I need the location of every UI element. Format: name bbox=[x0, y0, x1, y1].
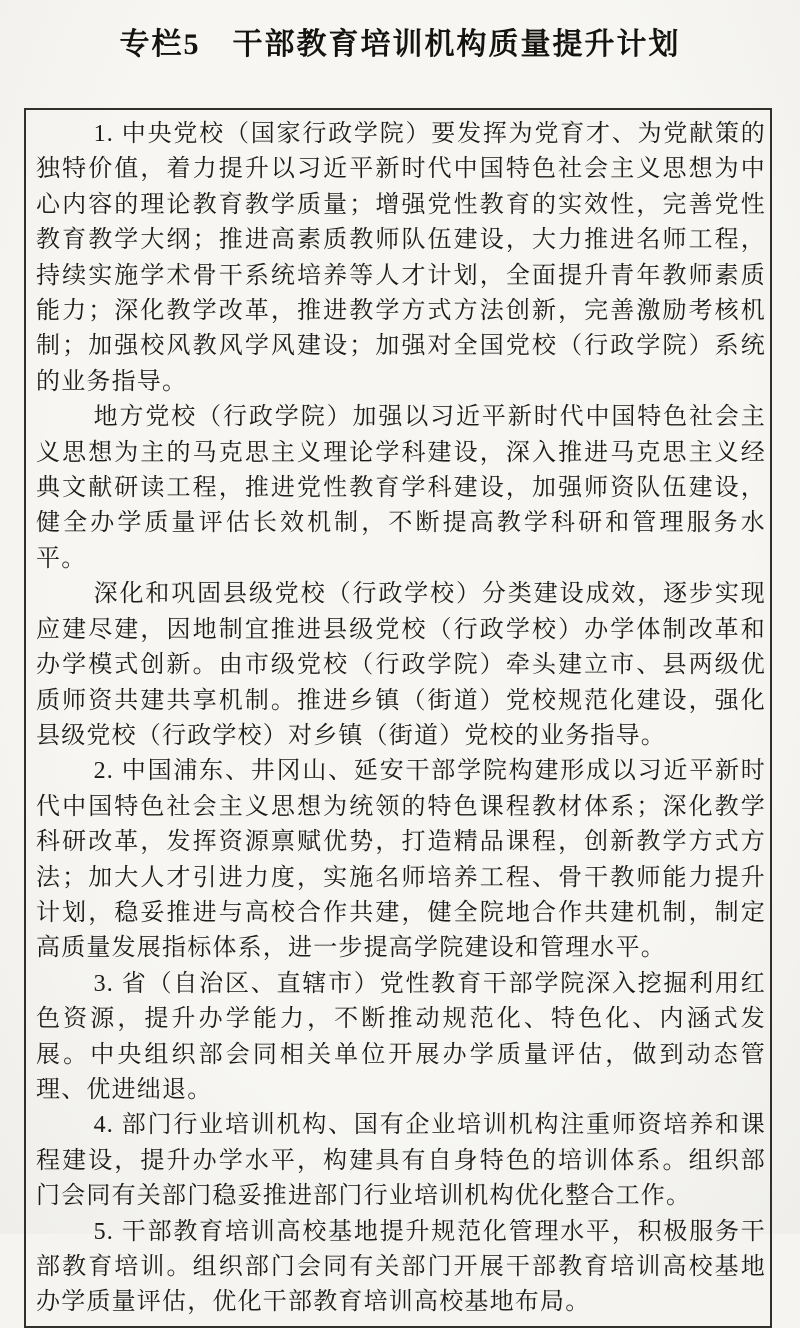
box-paragraph-3: 深化和巩固县级党校（行政学校）分类建设成效，逐步实现应建尽建，因地制宜推进县级党校（行政学校）办学体制改革和办学模式创新。由市级党校（行政学院）牵头建立市、县两级优质师资共建共享机制。推进乡镇（街道）党校规范化建设，强化县级党校（行政学校）对乡镇（街道）党校的业务指导。 bbox=[36, 581, 766, 749]
box-paragraph-6: 4. 部门行业培训机构、国有企业培训机构注重师资培养和课程建设，提升办学水平，构建具有自身特色的培训体系。组织部门会同有关部门稳妥推进部门行业培训机构优化整合工作。 bbox=[36, 1112, 766, 1210]
page-title bbox=[0, 0, 800, 63]
page-title-text: 干部教育培训机构质量提升计划 bbox=[232, 28, 681, 61]
page-title-column-label: 专栏5 bbox=[119, 28, 201, 61]
box-paragraph-5: 3. 省（自治区、直辖市）党性教育干部学院深入挖掘利用红色资源，提升办学能力，不断推动规范化、特色化、内涵式发展。中央组织部会同相关单位开展办学质量评估，做到动态管理、优进绌退。 bbox=[36, 970, 766, 1103]
box-paragraph-1: 1. 中央党校（国家行政学院）要发挥为党育才、为党献策的独特价值，着力提升以习近平新时代中国特色社会主义思想为中心内容的理论教育教学质量；增强党性教育的实效性，完善党性教育教学大纲；推进高素质教师队伍建设，大力推进名师工程，持续实施学术骨干系统培养等人才计划，全面提升青年教师素质能力；深化教学改革，推进教学方式方法创新，完善激励考核机制；加强校风教风学风建设；加强对全国党校（行政学院）系统的业务指导。 bbox=[36, 121, 766, 395]
box-paragraph-7: 5. 干部教育培训高校基地提升规范化管理水平，积极服务干部教育培训。组织部门会同有关部门开展干部教育培训高校基地办学质量评估，优化干部教育培训高校基地布局。 bbox=[36, 1218, 766, 1316]
box-paragraph-2: 地方党校（行政学院）加强以习近平新时代中国特色社会主义思想为主的马克思主义理论学科建设，深入推进马克思主义经典文献研读工程，推进党性教育学科建设，加强师资队伍建设，健全办学质量评估长效机制，不断提高教学科研和管理服务水平。 bbox=[36, 404, 766, 572]
content-box bbox=[24, 108, 772, 1328]
box-paragraph-4: 2. 中国浦东、井冈山、延安干部学院构建形成以习近平新时代中国特色社会主义思想为统领的特色课程教材体系；深化教学科研改革，发挥资源禀赋优势，打造精品课程，创新教学方式方法；加大人才引进力度，实施名师培养工程、骨干教师能力提升计划，稳妥推进与高校合作共建，健全院地合作共建机制，制定高质量发展指标体系，进一步提高学院建设和管理水平。 bbox=[36, 758, 766, 962]
